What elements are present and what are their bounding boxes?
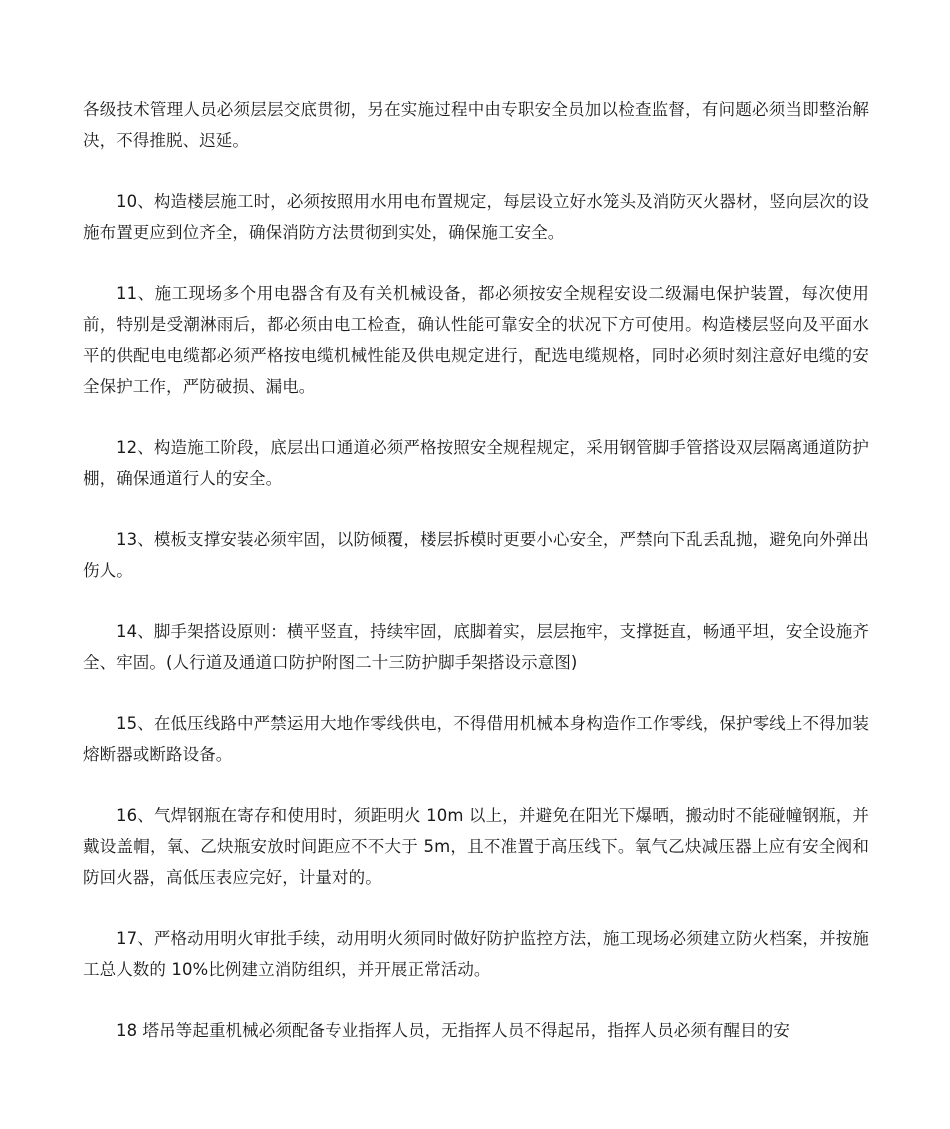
paragraph-item-15: 15、在低压线路中严禁运用大地作零线供电，不得借用机械本身构造作工作零线，保护零线上不得加装熔断器或断路设备。 [83, 714, 869, 764]
paragraph-item-16: 16、气焊钢瓶在寄存和使用时，须距明火 10m 以上，并避免在阳光下爆晒，搬动时不能碰幢钢瓶，并戴设盖帽，氧、乙炔瓶安放时间距应不不大于 5m，且不准置于高压线下。氧气乙炔减压器上应有安全阀和防回火器，高低压表应完好，计量对的。 [83, 806, 869, 887]
document-body [83, 94, 869, 1076]
paragraph-item-10: 10、构造楼层施工时，必须按照用水用电布置规定，每层设立好水笼头及消防灭火器材，竖向层次的设施布置更应到位齐全，确保消防方法贯彻到实处，确保施工安全。 [83, 192, 869, 242]
paragraph-item-17: 17、严格动用明火审批手续，动用明火须同时做好防护监控方法，施工现场必须建立防火档案，并按施工总人数的 10%比例建立消防组织，并开展正常活动。 [83, 929, 869, 979]
paragraph-continuation: 各级技术管理人员必须层层交底贯彻，另在实施过程中由专职安全员加以检查监督，有问题必须当即整治解决，不得推脱、迟延。 [83, 100, 869, 150]
paragraph-item-11: 11、施工现场多个用电器含有及有关机械设备，都必须按安全规程安设二级漏电保护装置，每次使用前，特别是受潮淋雨后，都必须由电工检查，确认性能可靠安全的状况下方可使用。构造楼层竖向及平面水平的供配电电缆都必须严格按电缆机械性能及供电规定进行，配选电缆规格，同时必须时刻注意好电缆的安全保护工作，严防破损、漏电。 [83, 284, 869, 396]
paragraph-item-18: 18 塔吊等起重机械必须配备专业指挥人员，无指挥人员不得起吊，指挥人员必须有醒目的安 [116, 1021, 790, 1040]
paragraph-item-12: 12、构造施工阶段，底层出口通道必须严格按照安全规程规定，采用钢管脚手管搭设双层隔离通道防护棚，确保通道行人的安全。 [83, 438, 869, 488]
paragraph-item-13: 13、模板支撑安装必须牢固，以防倾覆，楼层拆模时更要小心安全，严禁向下乱丢乱抛，避免向外弹出伤人。 [83, 530, 869, 580]
paragraph-item-14: 14、脚手架搭设原则：横平竖直，持续牢固，底脚着实，层层拖牢，支撑挺直，畅通平坦，安全设施齐全、牢固。(人行道及通道口防护附图二十三防护脚手架搭设示意图) [83, 622, 869, 672]
